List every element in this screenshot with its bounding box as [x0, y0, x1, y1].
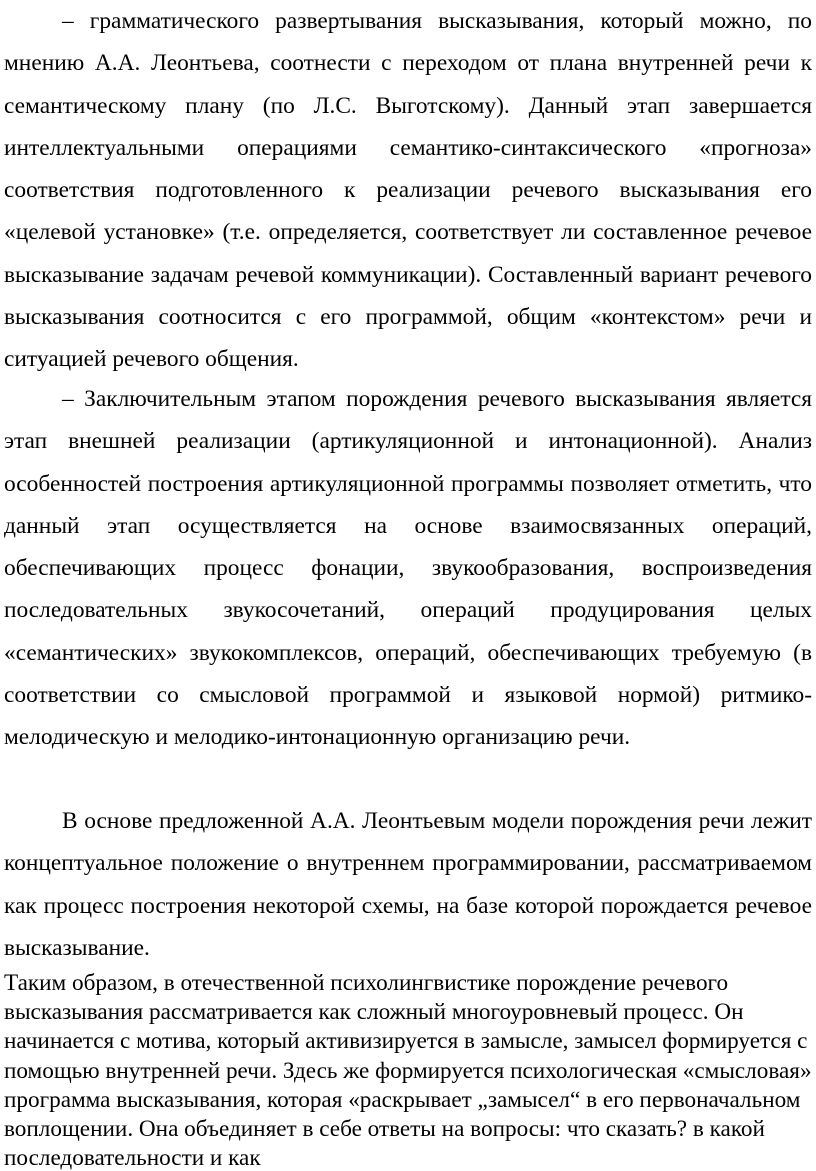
- paragraph-leontiev-model: В основе предложенной А.А. Леонтьевым модели порождения речи лежит концептуальное положение о внутреннем программировании, рассматриваемом как процесс построения некоторой схемы, на базе которой порождается речевое высказывание.: [4, 808, 812, 961]
- paragraph-conclusion: Таким образом, в отечественной психолингвистике порождение речевого высказывания рассматривается как сложный многоуровневый процесс. Он начинается с мотива, который активизируется в замысле, замысел формируется с помощью внутренней речи. Здесь же формируется психологическая «смысловая» программа высказывания, которая «раскрывает „замысел“ в его первоначальном воплощении. Она объединяет в себе ответы на вопросы: что сказать? в какой последовательности и как: [4, 970, 812, 1171]
- paragraph-grammatical-stage: – грамматического развертывания высказывания, который можно, по мнению А.А. Леонтьева, соотнести с переходом от плана внутренней речи к семантическому плану (по Л.С. Выготскому). Данный этап завершается интеллектуальными операциями семантико-синтаксического «прогноза» соответствия подготовленного к реализации речевого высказывания его «целевой установке» (т.е. определяется, соответствует ли составленное речевое высказывание задачам речевой коммуникации). Составленный вариант речевого высказывания соотносится с его программой, общим «контекстом» речи и ситуацией речевого общения.: [4, 8, 812, 373]
- paragraph-final-stage: – Заключительным этапом порождения речевого высказывания является этап внешней реализации (артикуляционной и интонационной). Анализ особенностей построения артикуляционной программы позволяет отметить, что данный этап осуществляется на основе взаимосвязанных операций, обеспечивающих процесс фонации, звукообразования, воспроизведения последовательных звукосочетаний, операций продуцирования целых «семантических» звукокомплексов, операций, обеспечивающих требуемую (в соответствии со смысловой программой и языковой нормой) ритмико-мелодическую и мелодико-интонационную организацию речи.: [4, 386, 812, 751]
